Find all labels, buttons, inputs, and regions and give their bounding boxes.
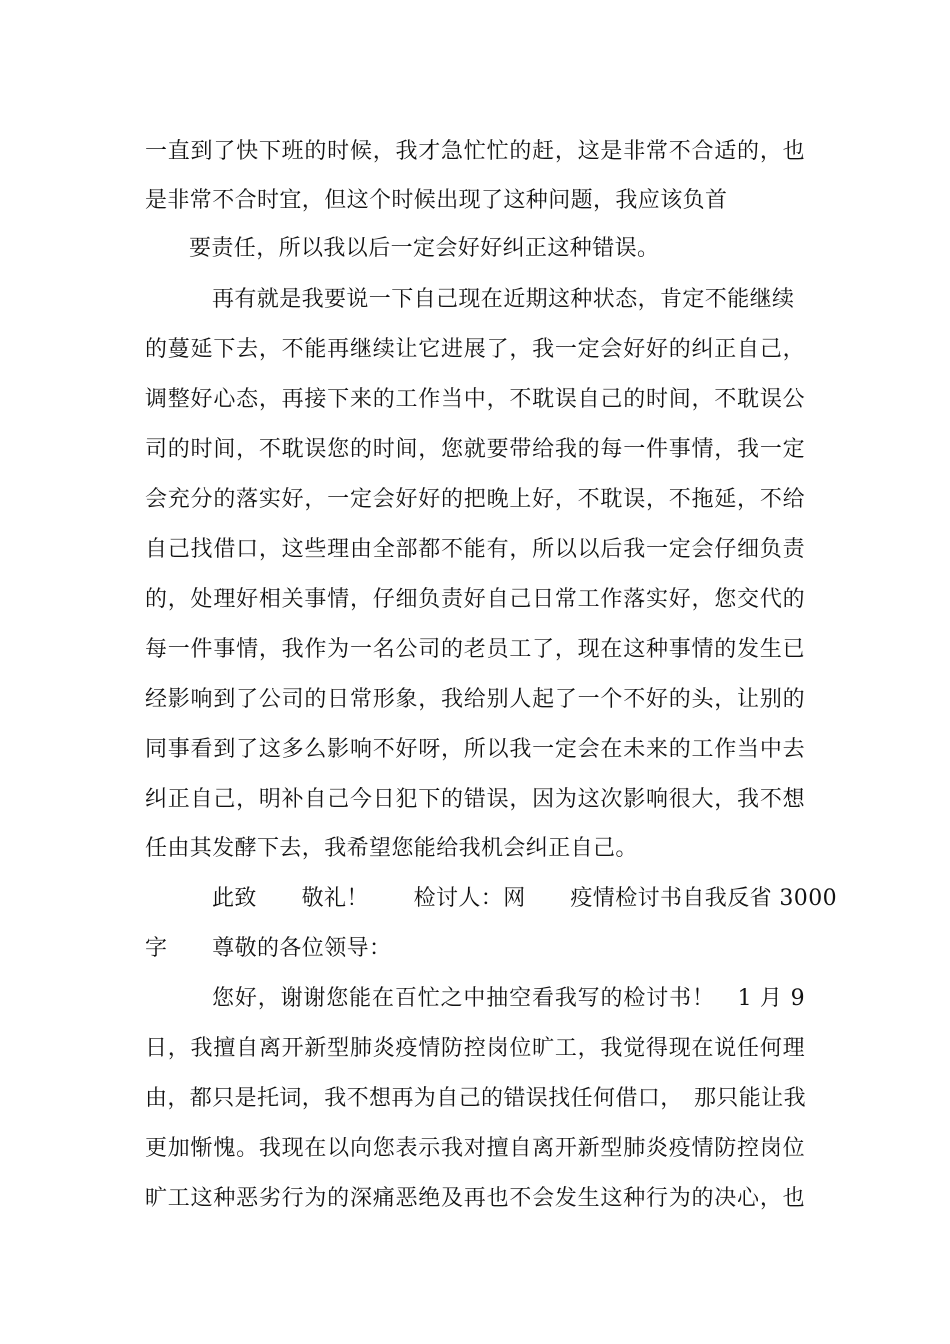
text-line-closing: 此致 敬礼！ 检讨人：网 疫情检讨书自我反省 3000 bbox=[212, 886, 837, 911]
text-line: 经影响到了公司的日常形象，我给别人起了一个不好的头，让别的 bbox=[145, 687, 805, 712]
text-line: 要责任，所以我以后一定会好好纠正这种错误。 bbox=[189, 236, 660, 261]
text-line: 的，处理好相关事情，仔细负责好自己日常工作落实好，您交代的 bbox=[145, 587, 805, 612]
text-line: 纠正自己，明补自己今日犯下的错误，因为这次影响很大，我不想 bbox=[145, 787, 805, 812]
text-line: 每一件事情，我作为一名公司的老员工了，现在这种事情的发生已 bbox=[145, 637, 805, 662]
text-line: 自己找借口，这些理由全部都不能有，所以以后我一定会仔细负责 bbox=[145, 537, 805, 562]
text-line: 是非常不合时宜，但这个时候出现了这种问题，我应该负首 bbox=[145, 188, 728, 213]
text-line: 由，都只是托词，我不想再为自己的错误找任何借口， 那只能让我 bbox=[145, 1086, 807, 1111]
text-line: 您好，谢谢您能在百忙之中抽空看我写的检讨书！ 1 月 9 bbox=[212, 986, 805, 1011]
text-line: 再有就是我要说一下自己现在近期这种状态，肯定不能继续 bbox=[212, 287, 795, 312]
text-line: 一直到了快下班的时候，我才急忙忙的赶，这是非常不合适的，也 bbox=[145, 139, 805, 164]
text-line: 日，我擅自离开新型肺炎疫情防控岗位旷工，我觉得现在说任何理 bbox=[145, 1036, 805, 1061]
text-line: 更加惭愧。我现在以向您表示我对擅自离开新型肺炎疫情防控岗位 bbox=[145, 1136, 805, 1161]
text-line: 旷工这种恶劣行为的深痛恶绝及再也不会发生这种行为的决心，也 bbox=[145, 1186, 805, 1211]
text-line: 调整好心态，再接下来的工作当中，不耽误自己的时间，不耽误公 bbox=[145, 387, 805, 412]
text-line: 会充分的落实好，一定会好好的把晚上好，不耽误，不拖延，不给 bbox=[145, 487, 805, 512]
text-line: 同事看到了这多么影响不好呀，所以我一定会在未来的工作当中去 bbox=[145, 737, 805, 762]
text-line-salutation: 字 尊敬的各位领导： bbox=[145, 936, 392, 961]
text-line: 司的时间，不耽误您的时间，您就要带给我的每一件事情，我一定 bbox=[145, 437, 805, 462]
text-line: 任由其发酵下去，我希望您能给我机会纠正自己。 bbox=[145, 836, 638, 861]
text-line: 的蔓延下去，不能再继续让它进展了，我一定会好好的纠正自己， bbox=[145, 337, 805, 362]
